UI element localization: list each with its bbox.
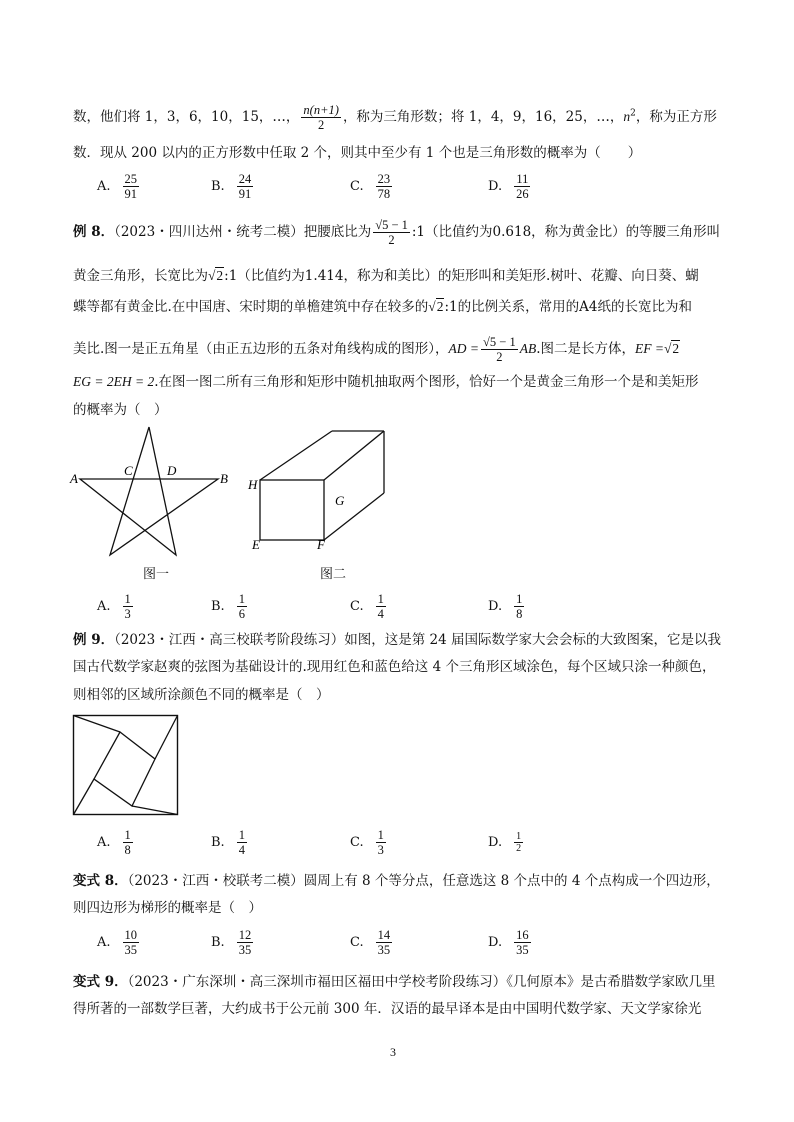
- variant-tag: 变式 8．: [73, 873, 128, 889]
- intro-text-c: ，称为正方形: [635, 109, 717, 125]
- fraction-denominator: 35: [238, 943, 252, 957]
- label-f: F: [317, 537, 325, 552]
- label-e: E: [252, 537, 260, 552]
- fraction-denominator: 2: [318, 118, 325, 132]
- option-b[interactable]: [211, 828, 249, 857]
- option-fraction: [514, 172, 531, 201]
- label-h: H: [248, 477, 258, 492]
- option-d[interactable]: [488, 172, 533, 201]
- option-fraction: [376, 828, 386, 857]
- var8-line-1: [73, 871, 720, 891]
- formula-ad: AD =: [448, 341, 480, 356]
- option-label: A.: [97, 599, 111, 614]
- ex8-text: 蝶等都有黄金比.在中国唐、宋时期的单檐建筑中存在较多的: [73, 299, 429, 315]
- intro-text-b: ，称为三角形数；将 1，4，9，16，25，…，: [342, 109, 624, 125]
- example-tag: 例 8．: [73, 224, 115, 240]
- option-label: C.: [350, 599, 364, 614]
- option-a[interactable]: [97, 172, 141, 201]
- ex8-text: :1（比值约为0.618，称为黄金比）的等腰三角形叫: [411, 224, 721, 240]
- fraction-denominator: 6: [238, 607, 245, 621]
- option-c[interactable]: [350, 172, 394, 201]
- cuboid-edge: [324, 431, 384, 480]
- option-label: B.: [211, 599, 225, 614]
- ex8-line-4: [73, 335, 680, 364]
- triangle-edge: [74, 779, 95, 815]
- fraction-denominator: 3: [377, 843, 384, 857]
- intro-n: n: [623, 109, 631, 124]
- fraction-numerator: 1: [377, 828, 384, 842]
- option-c[interactable]: [350, 828, 388, 857]
- intro-text-a: 数，他们将 1，3，6，10，15，…，: [73, 109, 300, 125]
- option-fraction: [376, 172, 393, 201]
- fraction-numerator: 1: [124, 592, 131, 606]
- example-tag: 例 9．: [73, 632, 115, 648]
- label-c: C: [124, 463, 133, 478]
- option-d[interactable]: [488, 928, 533, 957]
- cuboid-edge: [324, 493, 384, 540]
- pentagram-star: [80, 427, 218, 555]
- cuboid-edge: [260, 431, 332, 480]
- sqrt-expr: √2: [663, 341, 680, 356]
- fraction-denominator: 2: [496, 350, 503, 364]
- option-a[interactable]: [97, 592, 135, 621]
- ex9-line-1: [73, 630, 721, 650]
- ex8-text: 黄金三角形，长宽比为: [73, 268, 208, 284]
- option-b[interactable]: [211, 928, 255, 957]
- ex8-fraction-2: [481, 335, 518, 364]
- option-label: B.: [211, 935, 225, 950]
- option-fraction: [123, 592, 133, 621]
- intro-line-2: 数．现从 200 以内的正方形数中任取 2 个，则其中至少有 1 个也是三角形数的概率为（ ）: [73, 145, 642, 161]
- option-a[interactable]: [97, 928, 141, 957]
- ex8-line-1: [73, 218, 720, 247]
- page-number: 3: [390, 1045, 396, 1059]
- ex8-text: :1（比值约为1.414，称为和美比）的矩形叫和美矩形.树叶、花瓣、向日葵、蝴: [224, 268, 699, 284]
- ex8-text: .在图一图二所有三角形和矩形中随机抽取两个图形，恰好一个是黄金三角形一个是和美矩形: [154, 374, 699, 390]
- fraction-numerator: 14: [377, 928, 391, 942]
- fraction-denominator: 91: [238, 187, 252, 201]
- ex8-line-3: [73, 297, 692, 317]
- option-d[interactable]: [488, 831, 525, 854]
- option-label: A.: [97, 179, 111, 194]
- fraction-numerator: √5 − 1: [483, 335, 516, 349]
- fraction-denominator: 91: [124, 187, 138, 201]
- fraction-numerator: 12: [238, 928, 252, 942]
- ex8-line-6: 的概率为（ ）: [73, 402, 168, 418]
- option-label: C.: [350, 935, 364, 950]
- fraction-denominator: 78: [377, 187, 391, 201]
- option-label: D.: [488, 935, 503, 950]
- ex8-text: :1的比例关系，常用的A4纸的长宽比为和: [444, 299, 692, 315]
- option-fraction: [123, 828, 133, 857]
- option-b[interactable]: [211, 592, 249, 621]
- option-label: A.: [97, 835, 111, 850]
- fraction-numerator: 11: [516, 172, 529, 186]
- fraction-denominator: 35: [124, 943, 138, 957]
- option-b[interactable]: [211, 172, 255, 201]
- option-label: C.: [350, 835, 364, 850]
- option-fraction: [237, 828, 247, 857]
- option-fraction: [514, 928, 531, 957]
- pentagram-figure: [68, 425, 238, 585]
- option-c[interactable]: [350, 592, 388, 621]
- outer-square: [74, 716, 178, 815]
- fraction-numerator: 23: [377, 172, 391, 186]
- ex8-line-5: [73, 372, 699, 392]
- option-fraction: [376, 592, 386, 621]
- ex9-line-2: 国古代数学家赵爽的弦图为基础设计的.现用红色和蓝色给这 4 个三角形区域涂色，每个区域只涂一种颜色，: [73, 659, 716, 675]
- sqrt-radicand: 2: [672, 341, 680, 356]
- ex8-text: 美比.图一是正五角星（由正五边形的五条对角线构成的图形），: [73, 341, 449, 357]
- label-d: D: [167, 463, 177, 478]
- sqrt-expr: √2: [208, 268, 224, 283]
- formula-ef: EF =: [635, 341, 664, 356]
- option-fraction: [514, 831, 523, 854]
- ex8-text: .图二是长方体，: [536, 341, 635, 357]
- option-d[interactable]: [488, 592, 526, 621]
- fraction-numerator: n(n+1): [303, 103, 339, 117]
- option-label: C.: [350, 179, 364, 194]
- fraction-denominator: 8: [124, 843, 131, 857]
- cuboid-front-face: [260, 480, 324, 540]
- option-c[interactable]: [350, 928, 394, 957]
- option-label: D.: [488, 835, 503, 850]
- cuboid-figure: [244, 425, 394, 555]
- var9-line-1: [73, 972, 715, 992]
- fraction-numerator: 24: [238, 172, 252, 186]
- fraction-numerator: 1: [516, 831, 522, 842]
- fraction-numerator: 1: [516, 592, 523, 606]
- option-label: D.: [488, 599, 503, 614]
- formula-eg: EG = 2EH = 2: [73, 374, 155, 389]
- option-fraction: [237, 928, 254, 957]
- fraction-numerator: 1: [124, 828, 131, 842]
- figure-2-caption: 图二: [320, 567, 347, 582]
- fraction-denominator: 8: [516, 607, 523, 621]
- option-fraction: [237, 592, 247, 621]
- label-g: G: [335, 493, 345, 508]
- fraction-numerator: 1: [238, 828, 245, 842]
- sqrt-expr: √2: [428, 299, 444, 314]
- fraction-numerator: 10: [124, 928, 138, 942]
- option-label: B.: [211, 179, 225, 194]
- fraction-denominator: 26: [516, 187, 529, 201]
- ex9-text: （2023・江西・高三校联考阶段练习）如图，这是第 24 届国际数学家大会会标的大致图案，它是以我: [114, 632, 721, 648]
- option-fraction: [123, 928, 140, 957]
- option-label: D.: [488, 179, 503, 194]
- sqrt-radicand: 2: [436, 299, 444, 314]
- triangle-edge: [74, 716, 121, 733]
- ex8-line-2: [73, 266, 699, 286]
- option-fraction: [123, 172, 140, 201]
- fraction-denominator: 2: [516, 843, 522, 854]
- fraction-numerator: 1: [377, 592, 384, 606]
- figure-1-caption: 图一: [143, 567, 170, 582]
- inner-square: [94, 732, 155, 806]
- ex9-line-3: 则相邻的区域所涂颜色不同的概率是（ ）: [73, 687, 330, 703]
- var9-text: （2023・广东深圳・高三深圳市福田区福田中学校考阶段练习）《几何原本》是古希腊数学家欧几里: [127, 974, 716, 990]
- label-a: A: [70, 471, 78, 486]
- option-a[interactable]: [97, 828, 135, 857]
- variant-tag: 变式 9．: [73, 974, 128, 990]
- var8-line-2: 则四边形为梯形的概率是（ ）: [73, 900, 262, 916]
- fraction-numerator: √5 − 1: [375, 218, 408, 232]
- sqrt-radicand: 2: [216, 268, 224, 283]
- intro-line-1: [73, 103, 717, 132]
- option-label: A.: [97, 935, 111, 950]
- formula-ab: AB: [519, 341, 537, 356]
- intro-fraction: [301, 103, 341, 132]
- label-b: B: [220, 471, 228, 486]
- ex8-source: （2023・四川达州・统考二模）把腰底比为: [114, 224, 372, 240]
- fraction-denominator: 4: [238, 843, 245, 857]
- option-label: B.: [211, 835, 225, 850]
- triangle-edge: [132, 806, 178, 815]
- fraction-denominator: 4: [377, 607, 384, 621]
- var8-text: （2023・江西・校联考二模）圆周上有 8 个等分点，任意选这 8 个点中的 4 个点构成一个四边形，: [127, 873, 720, 889]
- option-fraction: [376, 928, 393, 957]
- fraction-numerator: 25: [124, 172, 138, 186]
- fraction-denominator: 35: [377, 943, 391, 957]
- hypotenuse-diagram: [72, 714, 182, 818]
- ex8-fraction: [373, 218, 410, 247]
- fraction-numerator: 1: [238, 592, 245, 606]
- option-fraction: [237, 172, 254, 201]
- option-fraction: [514, 592, 524, 621]
- fraction-denominator: 3: [124, 607, 131, 621]
- fraction-numerator: 16: [516, 928, 529, 942]
- fraction-denominator: 2: [388, 233, 395, 247]
- var9-line-2: 得所著的一部数学巨著，大约成书于公元前 300 年．汉语的最早译本是由中国明代数学家、天文学家徐光: [73, 1001, 702, 1017]
- intro-n-exponent: 2: [630, 108, 636, 119]
- fraction-denominator: 35: [516, 943, 529, 957]
- triangle-edge: [155, 716, 178, 760]
